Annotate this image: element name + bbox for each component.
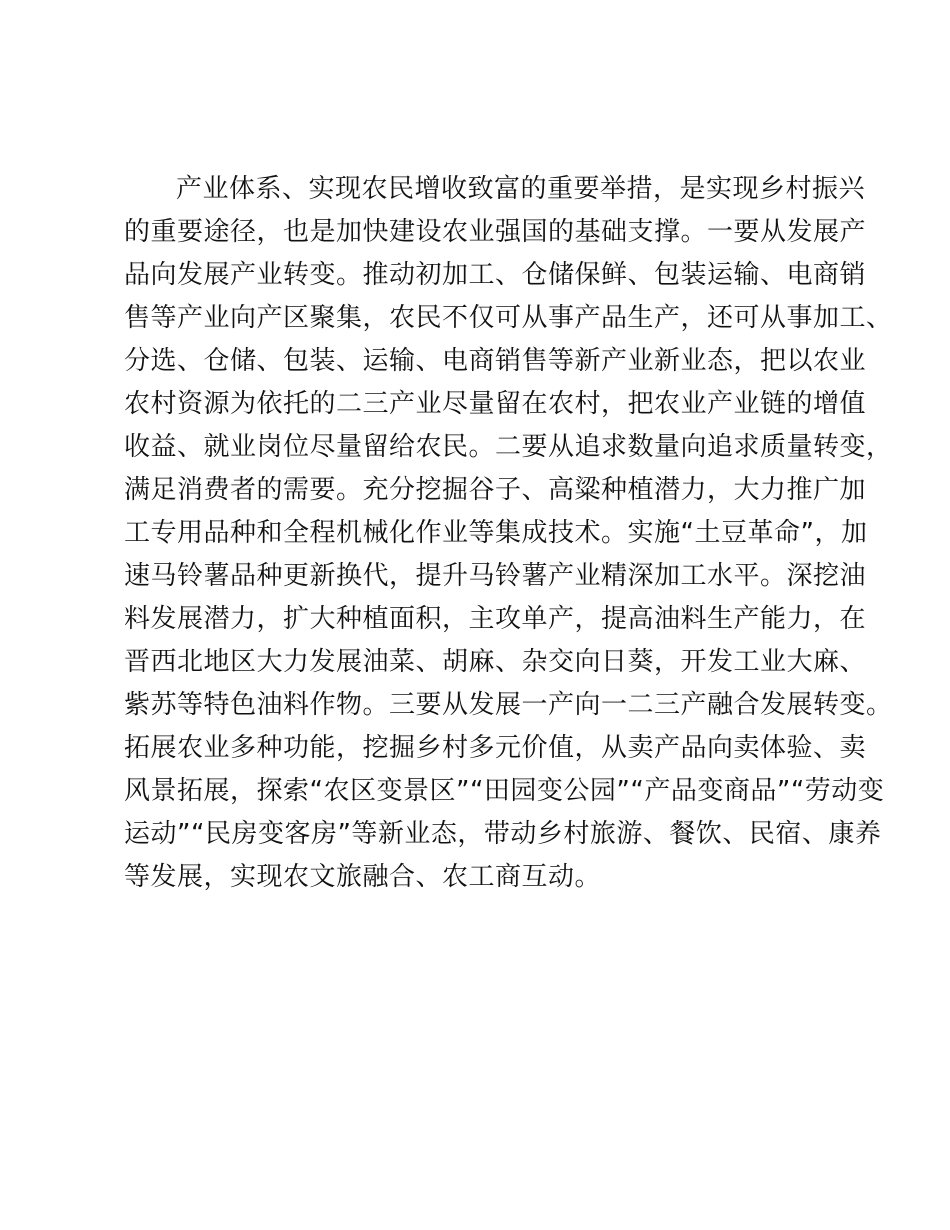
text-line-1: 产业体系、实现农民增收致富的重要举措，是实现乡村振兴	[176, 174, 866, 204]
text-line-7: 收益、就业岗位尽量留给农民。二要从追求数量向追求质量转变，	[124, 432, 893, 462]
text-line-4: 售等产业向产区聚集，农民不仅可从事产品生产，还可从事加工、	[124, 303, 893, 333]
text-line-15: 风景拓展，探索“农区变景区”“田园变公园”“产品变商品”“劳动变	[124, 776, 885, 806]
text-line-5: 分选、仓储、包装、运输、电商销售等新产业新业态，把以农业	[124, 346, 867, 376]
text-line-2: 的重要途径，也是加快建设农业强国的基础支撑。一要从发展产	[124, 217, 867, 247]
body-paragraph	[124, 168, 893, 899]
text-line-9: 工专用品种和全程机械化作业等集成技术。实施“土豆革命”，加	[124, 518, 868, 548]
text-line-17: 等发展，实现农文旅融合、农工商互动。	[124, 862, 602, 892]
text-line-13: 紫苏等特色油料作物。三要从发展一产向一二三产融合发展转变。	[124, 690, 893, 720]
text-line-14: 拓展农业多种功能，挖掘乡村多元价值，从卖产品向卖体验、卖	[124, 733, 867, 763]
text-line-6: 农村资源为依托的二三产业尽量留在农村，把农业产业链的增值	[124, 389, 867, 419]
text-line-11: 料发展潜力，扩大种植面积，主攻单产，提高油料生产能力，在	[124, 604, 867, 634]
text-line-12: 晋西北地区大力发展油菜、胡麻、杂交向日葵，开发工业大麻、	[124, 647, 867, 677]
text-line-8: 满足消费者的需要。充分挖掘谷子、高粱种植潜力，大力推广加	[124, 475, 867, 505]
text-line-3: 品向发展产业转变。推动初加工、仓储保鲜、包装运输、电商销	[124, 260, 867, 290]
text-line-16: 运动”“民房变客房”等新业态，带动乡村旅游、餐饮、民宿、康养	[124, 819, 882, 849]
text-line-10: 速马铃薯品种更新换代，提升马铃薯产业精深加工水平。深挖油	[124, 561, 867, 591]
